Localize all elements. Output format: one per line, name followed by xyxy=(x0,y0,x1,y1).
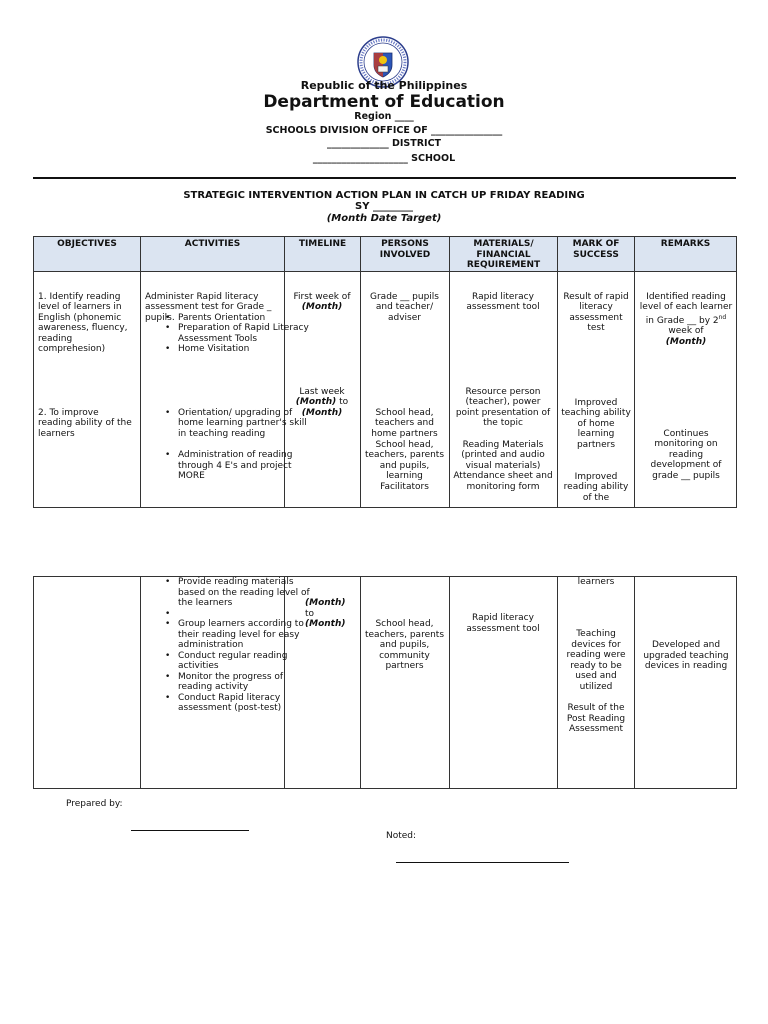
remarks-1-sup: nd xyxy=(718,313,727,321)
persons-1: Grade __ pupils and teacher/ adviser xyxy=(370,291,439,323)
objective-1: 1. Identify reading level of learners in English (phonemic awareness, fluency, reading comprehesion) xyxy=(38,291,128,354)
activities-cell xyxy=(141,577,310,789)
list-item: • Conduct regular reading activities xyxy=(178,651,316,672)
col-objectives: OBJECTIVES xyxy=(34,237,141,272)
remarks-1-month: (Month) xyxy=(665,336,707,347)
remarks-1-tail: week of xyxy=(668,326,704,336)
objective-2: 2. To improve reading ability of the learners xyxy=(38,407,132,439)
table-row xyxy=(34,577,737,789)
timeline-2-month-b: (Month) xyxy=(301,407,343,418)
success-1: Result of rapid literacy assessment test xyxy=(563,291,629,333)
objectives-cell xyxy=(34,271,141,507)
materials-2: Resource person (teacher), power point presentation of the topic xyxy=(455,386,551,428)
list-item: • Provide reading materials based on the reading level of the learners xyxy=(178,577,316,609)
month-date-target: (Month Date Target) xyxy=(326,213,442,224)
school-year: SY ________ xyxy=(355,201,413,212)
header-divider xyxy=(33,177,736,179)
timeline-3-month-b: (Month) xyxy=(305,619,346,629)
remarks-1-text: Identified reading level of each learner in Grade __ by 2 xyxy=(639,291,733,326)
department-name: Department of Education xyxy=(263,92,505,112)
timeline-1-text: First week of xyxy=(293,291,351,302)
division-line: SCHOOLS DIVISION OFFICE OF _______________ xyxy=(265,125,503,136)
success-2: Improved teaching ability of home learning partners xyxy=(561,397,631,450)
plan-title: STRATEGIC INTERVENTION ACTION PLAN IN CATCH UP FRIDAY READING xyxy=(183,190,585,201)
remarks-1 xyxy=(638,292,734,348)
col-activities: ACTIVITIES xyxy=(141,237,285,272)
remarks-cell xyxy=(635,271,737,507)
col-timeline: TIMELINE xyxy=(285,237,361,272)
list-item: • Parents Orientation xyxy=(178,313,316,324)
list-item: • Conduct Rapid literacy assessment (post-test) xyxy=(178,693,316,714)
list-item: • Administration of reading through 4 E's and project MORE xyxy=(178,450,316,482)
objectives-cell xyxy=(34,577,141,789)
country-name: Republic of the Philippines xyxy=(300,79,468,92)
list-item: • Home Visitation xyxy=(178,344,316,355)
district-line: _____________ DISTRICT xyxy=(326,138,442,149)
remarks-2: Continues monitoring on reading development of grade __ pupils xyxy=(650,428,722,481)
noted-signature-line xyxy=(396,862,569,863)
persons-3: School head, teachers, parents and pupils, learning Facilitators xyxy=(364,439,445,492)
persons-2: School head, teachers and home partners xyxy=(371,407,438,439)
action-plan-table-continued xyxy=(33,576,737,789)
timeline-2 xyxy=(287,387,357,419)
col-materials: MATERIALS/ FINANCIAL REQUIREMENT xyxy=(450,237,558,272)
persons-4: School head, teachers, parents and pupils, community partners xyxy=(364,619,445,671)
list-item: • Preparation of Rapid Literacy Assessment Tools xyxy=(178,323,316,344)
list-item xyxy=(178,609,316,620)
activity-intro: Administer Rapid literacy assessment test for Grade _ pupils. xyxy=(145,291,272,323)
success-5: Result of the Post Reading Assessment xyxy=(566,703,626,734)
remarks-3: Developed and upgraded teaching devices in reading xyxy=(643,640,729,671)
col-persons: PERSONS INVOLVED xyxy=(361,237,450,272)
noted-label: Noted: xyxy=(386,831,417,841)
timeline-3-month-a: (Month) xyxy=(305,598,346,608)
list-item: • Monitor the progress of reading activity xyxy=(178,672,316,693)
persons-cell xyxy=(361,577,450,789)
timeline-1-month: (Month) xyxy=(301,302,343,312)
timeline-3-to: to xyxy=(305,608,315,619)
materials-cell xyxy=(450,577,558,789)
persons-cell xyxy=(361,271,450,507)
success-3: Improved reading ability of the xyxy=(563,471,629,503)
materials-4: Rapid literacy assessment tool xyxy=(466,613,540,634)
success-cell xyxy=(558,577,635,789)
success-continued: learners xyxy=(577,577,615,587)
timeline-2-to: to xyxy=(339,397,349,407)
timeline-1 xyxy=(287,292,357,313)
timeline-2-text: Last week xyxy=(299,386,345,397)
region-line: Region ____ xyxy=(354,111,414,122)
materials-cell xyxy=(450,271,558,507)
school-line: ____________________ SCHOOL xyxy=(312,153,456,164)
activity-list-3 xyxy=(141,577,316,714)
success-4: Teaching devices for reading were ready to be used and utilized xyxy=(566,629,626,692)
table-row xyxy=(34,271,737,507)
action-plan-table xyxy=(33,236,737,508)
timeline-2-month-a: (Month) xyxy=(295,397,337,407)
table-header-row xyxy=(34,237,737,272)
list-item: • Orientation/ upgrading of home learning partner's skill in teaching reading xyxy=(178,408,316,440)
remarks-cell xyxy=(635,577,737,789)
col-remarks: REMARKS xyxy=(635,237,737,272)
activities-cell xyxy=(141,271,309,507)
materials-3: Reading Materials (printed and audio visual materials) Attendance sheet and monitoring form xyxy=(453,439,553,492)
activity-list-1 xyxy=(141,313,316,355)
activity-list-2 xyxy=(141,408,316,482)
prepared-by-signature-line xyxy=(131,830,249,831)
timeline-3 xyxy=(305,598,359,630)
list-item: • Group learners according to their reading level for easy administration xyxy=(178,619,316,651)
success-cell xyxy=(558,271,635,507)
col-success: MARK OF SUCCESS xyxy=(558,237,635,272)
prepared-by-label: Prepared by: xyxy=(66,799,123,809)
materials-1: Rapid literacy assessment tool xyxy=(466,291,540,312)
